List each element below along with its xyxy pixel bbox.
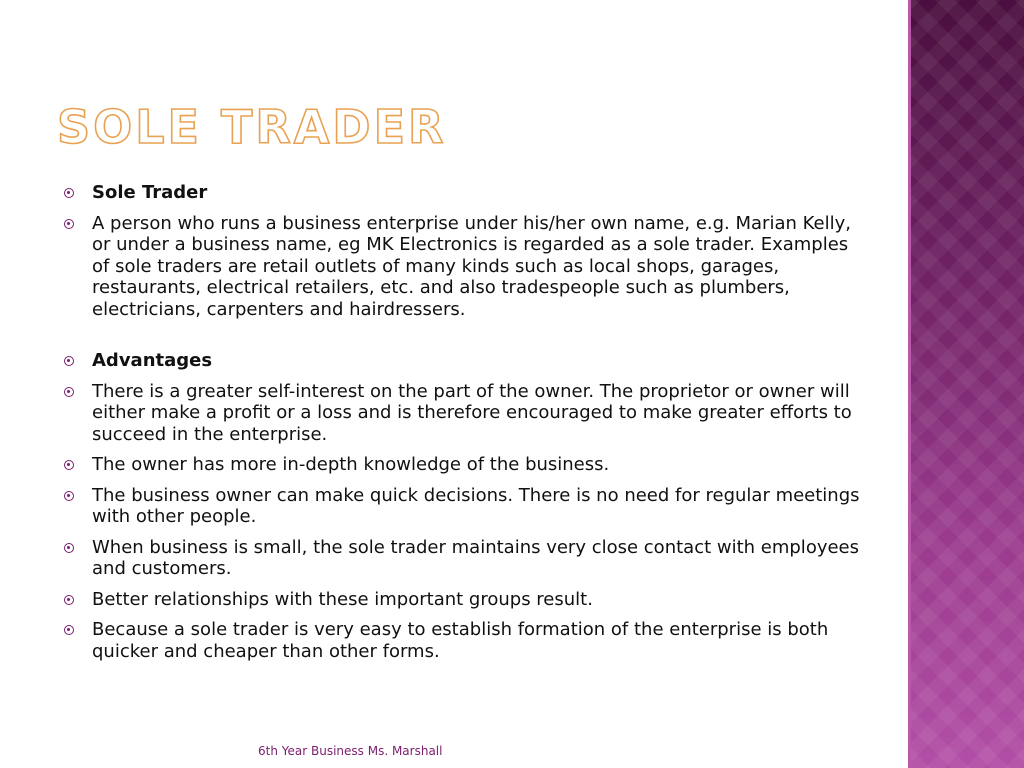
slide-footer: 6th Year Business Ms. Marshall [258,744,443,758]
bullet-item-knowledge [62,454,862,476]
circle-dot-icon [64,543,74,553]
bullet-item-self-interest [62,381,862,446]
circle-dot-icon [64,460,74,470]
bullet-text: Better relationships with these important groups result. [92,588,593,610]
bullet-text: Because a sole trader is very easy to establish formation of the enterprise is both quicker and cheaper than other forms. [92,619,829,662]
bullet-item-sole-trader-heading [62,182,862,204]
bullet-text: There is a greater self-interest on the part of the owner. The proprietor or owner will either make a profit or a loss and is therefore encouraged to make greater efforts to succeed in the enterprise. [92,380,852,445]
bullet-text: A person who runs a business enterprise under his/her own name, e.g. Marian Kelly, or under a business name, eg MK Electronics is regarded as a sole trader. Examples of sole traders are retail outlets of many kinds such as local shops, garages, restaurants, electrical retailers, etc. and also tradespeople such as plumbers, electricians, carpenters and hairdressers. [92,212,851,320]
bullet-text: Sole Trader [92,182,208,203]
circle-dot-icon [64,219,74,229]
circle-dot-icon [64,491,74,501]
bullet-item-easy-establish [62,619,862,662]
bullet-item-quick-decisions [62,485,862,528]
bullet-text: When business is small, the sole trader maintains very close contact with employees and customers. [92,536,860,579]
bullet-item-close-contact [62,537,862,580]
bullet-item-definition [62,213,862,321]
slide-title: SOLE TRADER [57,100,447,154]
bullet-item-relationships [62,589,862,611]
bullet-text: Advantages [92,350,213,371]
bullet-text: The owner has more in-depth knowledge of the business. [92,454,610,475]
bullet-list [62,182,862,671]
circle-dot-icon [64,595,74,605]
circle-dot-icon [64,356,74,366]
circle-dot-icon [64,387,74,397]
bullet-item-advantages-heading [62,350,862,372]
bullet-text: The business owner can make quick decisions. There is no need for regular meetings with other people. [92,484,860,527]
circle-dot-icon [64,188,74,198]
decorative-side-panel [911,0,1024,768]
circle-dot-icon [64,625,74,635]
